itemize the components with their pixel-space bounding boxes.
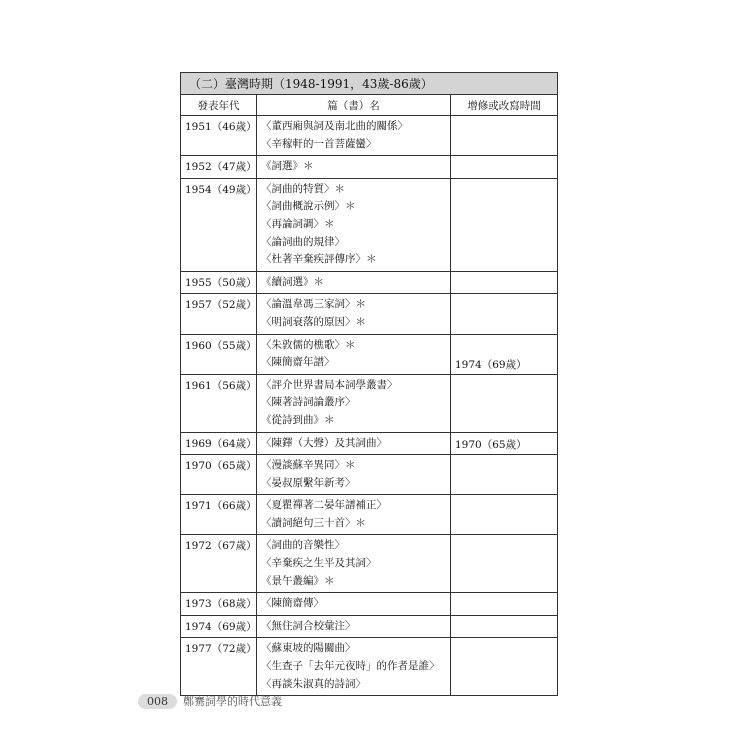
titles-cell xyxy=(257,495,451,535)
work-title: 〈董西廂與詞及南北曲的關係〉 xyxy=(261,120,408,132)
titles-cell xyxy=(257,593,451,616)
header-title: 篇（書）名 xyxy=(257,95,451,116)
year-cell: 1954（49歲） xyxy=(181,178,257,271)
work-title: 〈夏瞿禪著二晏年譜補正〉 xyxy=(261,499,387,512)
table-row xyxy=(181,334,558,374)
titles-cell xyxy=(257,432,451,455)
year-cell: 1973（68歲） xyxy=(181,593,257,616)
revision-cell xyxy=(451,271,558,294)
header-revision: 增修或改寫時間 xyxy=(451,95,558,116)
work-title: 〈陳簡齋傳〉 xyxy=(261,597,324,610)
revision-cell xyxy=(451,374,558,432)
year-cell: 1955（50歲） xyxy=(181,271,257,294)
work-title: 〈杜著辛棄疾評傳序〉＊ xyxy=(261,253,377,266)
year-cell: 1961（56歲） xyxy=(181,374,257,432)
table-row xyxy=(181,271,558,294)
year-cell: 1951（46歲） xyxy=(181,116,257,156)
work-title: 〈陳著詩詞論叢序〉 xyxy=(261,396,356,409)
work-title: 〈陳簡齋年譜〉 xyxy=(261,356,335,369)
work-title: 〈再談朱淑真的詩詞〉 xyxy=(261,677,366,690)
work-title: 〈論詞曲的規律〉 xyxy=(261,235,345,248)
table-row xyxy=(181,638,558,696)
titles-cell xyxy=(257,271,451,294)
year-cell: 1969（64歲） xyxy=(181,432,257,455)
page-number: 008 xyxy=(138,694,177,709)
section-title: （二）臺灣時期（1948-1991，43歲-86歲） xyxy=(181,73,558,95)
table-row xyxy=(181,294,558,334)
year-cell: 1972（67歲） xyxy=(181,535,257,593)
year-cell: 1960（55歲） xyxy=(181,334,257,374)
revision-cell: 1974（69歲） xyxy=(451,334,558,374)
works-table xyxy=(180,72,558,696)
revision-cell xyxy=(451,495,558,535)
work-title: 〈詞曲概說示例〉＊ xyxy=(261,200,356,213)
work-title: 〈朱敦儒的樵歌〉＊ xyxy=(261,338,356,351)
header-year: 發表年代 xyxy=(181,95,257,116)
revision-cell xyxy=(451,455,558,495)
titles-cell xyxy=(257,374,451,432)
year-cell: 1974（69歲） xyxy=(181,615,257,638)
work-title: 〈無住詞合校彙注〉 xyxy=(261,619,356,632)
revision-cell xyxy=(451,638,558,696)
work-title: 《詞選》＊ xyxy=(261,160,314,173)
revision-cell xyxy=(451,178,558,271)
revision-cell: 1970（65歲） xyxy=(451,432,558,455)
work-title: 《從詩到曲》＊ xyxy=(261,413,335,426)
revision-cell xyxy=(451,615,558,638)
table-row xyxy=(181,432,558,455)
work-title: 〈陳鐸（大聲）及其詞曲〉 xyxy=(261,436,387,449)
table-row xyxy=(181,495,558,535)
work-title: 〈漫談蘇辛異同〉＊ xyxy=(261,459,356,472)
work-title: 〈詞曲的音樂性〉 xyxy=(261,539,345,552)
work-title: 〈再論詞調〉＊ xyxy=(261,217,335,230)
year-cell: 1970（65歲） xyxy=(181,455,257,495)
titles-cell xyxy=(257,455,451,495)
work-title: 〈讀詞絕句三十首〉＊ xyxy=(261,516,366,529)
titles-cell xyxy=(257,294,451,334)
table-row xyxy=(181,178,558,271)
work-title: 〈蘇東坡的陽關曲〉 xyxy=(261,642,356,655)
titles-cell xyxy=(257,615,451,638)
work-title: 《景午叢編》＊ xyxy=(261,574,335,587)
revision-cell xyxy=(451,116,558,156)
year-cell: 1957（52歲） xyxy=(181,294,257,334)
work-title: 《續詞選》＊ xyxy=(261,275,324,288)
work-title: 〈評介世界書局本詞學叢書〉 xyxy=(261,378,398,391)
table-row xyxy=(181,156,558,179)
work-title: 〈明詞衰落的原因〉＊ xyxy=(261,315,366,328)
work-title: 〈辛棄疾之生平及其詞〉 xyxy=(261,557,377,570)
year-cell: 1971（66歲） xyxy=(181,495,257,535)
table-row xyxy=(181,535,558,593)
table-row xyxy=(181,615,558,638)
book-title: 鄭騫詞學的時代意義 xyxy=(183,695,282,708)
work-title: 〈詞曲的特質〉＊ xyxy=(261,182,345,195)
work-title: 〈生查子「去年元夜時」的作者是誰〉 xyxy=(261,660,440,673)
titles-cell xyxy=(257,638,451,696)
titles-cell xyxy=(257,334,451,374)
work-title: 〈辛稼軒的一首菩薩蠻〉 xyxy=(261,137,377,150)
titles-cell xyxy=(257,535,451,593)
work-title: 〈論溫韋馮三家詞〉＊ xyxy=(261,298,366,311)
table-row xyxy=(181,455,558,495)
table-row xyxy=(181,374,558,432)
page-footer xyxy=(138,693,282,709)
titles-cell xyxy=(257,156,451,179)
revision-cell xyxy=(451,294,558,334)
work-title: 〈晏叔原繫年新考〉 xyxy=(261,476,356,489)
year-cell: 1977（72歲） xyxy=(181,638,257,696)
table-row xyxy=(181,116,558,156)
revision-cell xyxy=(451,535,558,593)
table-body xyxy=(181,116,558,696)
titles-cell xyxy=(257,116,451,156)
titles-cell xyxy=(257,178,451,271)
revision-cell xyxy=(451,156,558,179)
revision-cell xyxy=(451,593,558,616)
table-row xyxy=(181,593,558,616)
year-cell: 1952（47歲） xyxy=(181,156,257,179)
